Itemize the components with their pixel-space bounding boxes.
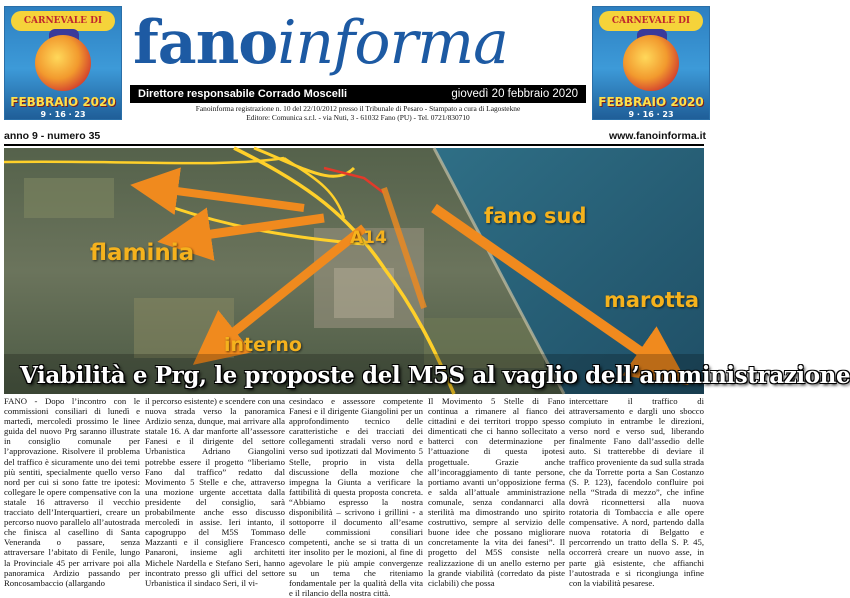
article-column-5: intercettare il traffico di attraversamento e dargli uno sbocco compiuto in entrambe le direzioni, verso nord e verso sud, liberando finalmente Fano dall’assedio delle auto. Si tratterebbe di deviare il traffico proveniente da sud sulla strada che da Torrette porta a San Costanzo (S. P. 123), facendolo confluire poi nella “Strada di mezzo”, che infine dovrà riconnettersi alla nuova rotatoria di Tombaccia e alle opere compensative. A nord, partendo dalla nuova rotatoria di Belgatto e percorrendo un tratto della S. P. 45, occorrerà creare un nuovo asse, in parte già esistente, che affianchi l’autostrada e si ricongiunga infine con la viabilità pesarese. <box>569 396 704 588</box>
ad-date: FEBBRAIO 2020 <box>10 95 116 109</box>
issue-date: giovedì 20 febbraio 2020 <box>451 88 578 100</box>
carnevale-ad-left[interactable] <box>4 6 122 120</box>
map-label-flaminia: flaminia <box>90 240 195 266</box>
carnival-mask-icon <box>623 35 679 91</box>
registration-info <box>130 104 586 122</box>
header-divider <box>4 144 704 146</box>
article-column-3: cesindaco e assessore competente Fanesi e il dirigente Giangolini per un approfondimento tecnico delle caratteristiche e dei tracciati dei collegamenti stradali verso nord e verso sud ipotizzati dal Movimento 5 Stelle, proprio in vista della discussione della mozione che impegna la Giunta a verificare la fattibilità di questa proposta concreta. “Abbiamo espresso la nostra disponibilità – scrivono i grillini - a sottoporre il documento all’esame delle commissioni consiliari competenti, anche se si tratta di un iter insolito per le mozioni, al fine di agevolare le più ampie convergenze su un tema che riteniamo fondamentale per la qualità della vita e il rilancio della nostra città. <box>289 396 423 598</box>
article-column-1: FANO - Dopo l’incontro con le commissioni consiliari di lunedì e martedì, mercoledì prossimo le linee guida del nuovo Prg saranno illustrate in consiglio comunale per l’approvazione. Risolvere il problema del traffico è sicuramente uno dei temi più sentiti, specialmente quello verso nord per cui si sono fatte tre ipotesi: collegare le opere compensative con la statale 16 attraverso il vecchio tracciato dell’Interquartieri, creare un percorso nuovo parallelo all’autostrada che finisca al casellino di Santa Veneranda o passare, senza attraversare l’abitato di Fenile, lungo la Provinciale 45 per arrivare poi alla panoramica Ardizio passando per Roncosambaccio (allargando <box>4 396 140 588</box>
publisher-line: Editore: Comunica s.r.l. - via Nuti, 3 - 61032 Fano (PU) - Tel. 0721/830710 <box>246 113 470 122</box>
ad-days: 9 · 16 · 23 <box>40 110 86 119</box>
masthead-logo[interactable] <box>133 2 587 84</box>
website-link[interactable]: www.fanoinforma.it <box>608 130 706 142</box>
ad-title: CARNEVALE DI <box>599 11 703 31</box>
registration-line: Fanoinforma registrazione n. 10 del 22/10/2012 presso il Tribunale di Pesaro - Stampato a cura di Lagostekne <box>195 104 521 113</box>
map-label-a14: A14 <box>350 228 387 248</box>
article-column-2: il percorso esistente) e scendere con una nuova strada verso la panoramica Ardizio senza, dunque, mai arrivare alla statale 16. A dar manforte all’assessore Fanesi e il dirigente del settore Urbanistica Adriano Giangolini potrebbe essere il progetto “liberiamo Fano dal traffico” redatto dal Movimento 5 Stelle e che, attraverso una mozione urgente accettata dalla presidente del consiglio, sarà probabilmente anche esso discusso mercoledì in assise. Ieri intanto, il capogruppo del M5S Tommaso Mazzanti e il consigliere Francesco Panaroni, insieme agli architetti Michele Nardella e Stefano Seri, hanno incontrato presso gli uffici del settore Urbanistica il sindaco Seri, il vi- <box>145 396 285 588</box>
aerial-map-graphic <box>4 148 850 394</box>
logo-italic: informa <box>277 8 508 78</box>
carnival-mask-icon <box>35 35 91 91</box>
ad-days: 9 · 16 · 23 <box>628 110 674 119</box>
aerial-map-photo <box>4 148 850 394</box>
map-label-fano-sud: fano sud <box>484 204 587 228</box>
ad-date: FEBBRAIO 2020 <box>598 95 704 109</box>
issue-number: anno 9 - numero 35 <box>4 130 101 142</box>
masthead-bar <box>130 85 586 103</box>
ad-title: CARNEVALE DI <box>11 11 115 31</box>
logo-bold: fano <box>133 8 278 78</box>
carnevale-ad-right[interactable] <box>592 6 710 120</box>
article-column-4: Il Movimento 5 Stelle di Fano continua a rimanere al fianco dei cittadini e dei territori troppo spesso dimenticati che ci hanno sollecitato a batterci con determinazione per l’attuazione di questa ipotesi progettuale. Grazie anche all’incoraggiamento di tante persone, portiamo avanti un’opposizione ferma e salda all’attuale amministrazione comunale, senza condannarci alla sterilità ma dimostrando uno spirito costruttivo, sempre al servizio delle buone idee che possano migliorare concretamente la vita dei fanesi”. Il progetto del M5S consiste nella realizzazione di un anello esterno per la grande viabilità (corredato da piste ciclabili) che possa <box>428 396 565 588</box>
director-line: Direttore responsabile Corrado Moscelli <box>138 88 348 100</box>
map-label-interno: interno <box>224 334 302 356</box>
article-headline: Viabilità e Prg, le proposte del M5S al vaglio dell’amministrazione <box>20 362 850 389</box>
map-label-marotta: marotta <box>604 288 700 312</box>
